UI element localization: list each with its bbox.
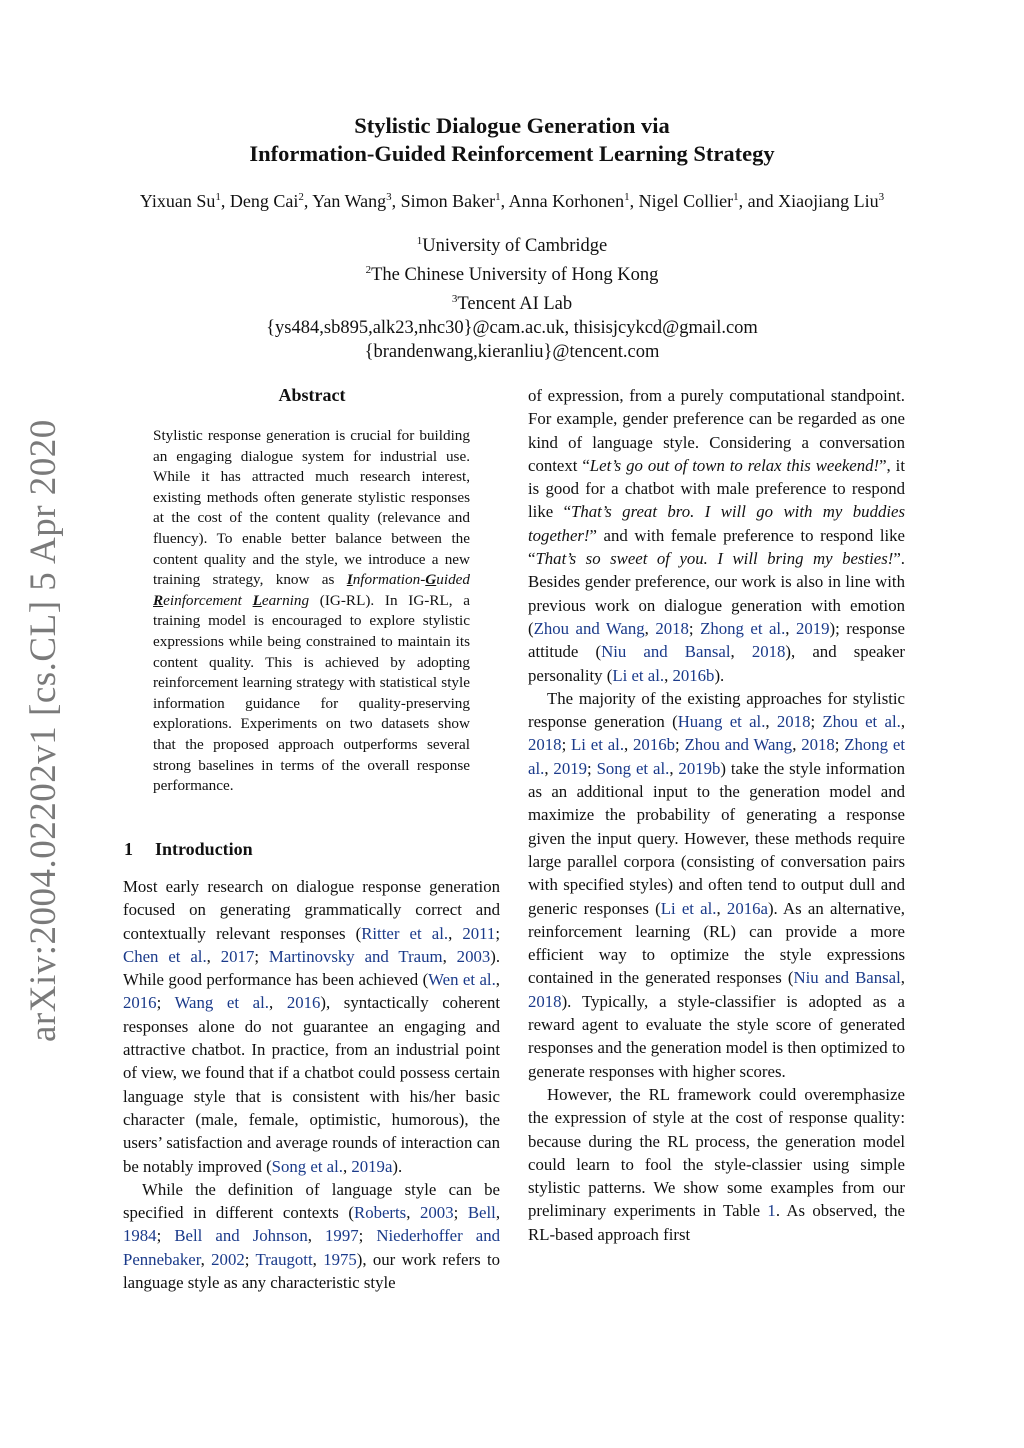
acronym-word [253, 592, 310, 609]
body-text: ; [495, 923, 500, 943]
body-text: , [544, 758, 554, 778]
body-text: , [312, 1249, 324, 1269]
citation-link: 2016b [633, 735, 675, 755]
body-text: , [900, 968, 905, 988]
body-text: ” and with female preference to respond like “ [528, 525, 905, 569]
section-title: Introduction [155, 839, 253, 859]
author-name: Anna Korhonen [508, 191, 625, 211]
citation-link: 2018 [655, 618, 689, 638]
acronym-initial: I [346, 571, 353, 589]
author-name: Yan Wang [312, 191, 387, 211]
affiliation-line [0, 287, 1024, 316]
citation-link: 2016 [286, 993, 321, 1013]
quoted-example: Let’s go out of town to relax this weekend! [589, 455, 880, 475]
body-text: , [664, 665, 673, 685]
body-text: While the definition of language style can be specified in different contexts ( [123, 1179, 500, 1223]
citation-link: 2017 [220, 946, 255, 966]
abstract-body [153, 426, 470, 797]
paper-title [0, 112, 1024, 168]
affiliation-name: Tencent AI Lab [457, 294, 573, 315]
body-text: However, the RL framework could overemphasize the expression of style at the cost of response quality: because during the RL process, the generation model could learn to fool the style-classier using simple stylistic patterns. We show some examples from our preliminary experiments in Table [528, 1084, 905, 1221]
citation-link: Zhou and Wang [684, 735, 793, 755]
affiliation-name: University of Cambridge [422, 236, 608, 257]
body-text: ”. Besides gender preference, our work is also in line with previous work on dialogue generation with emotion ( [528, 549, 905, 638]
citation-link: Li et al. [571, 735, 625, 755]
body-text: ; [156, 993, 175, 1013]
body-text: , [624, 735, 634, 755]
citation-link: Traugott [255, 1249, 313, 1269]
citation-link: Ritter et al. [361, 923, 449, 943]
author-list: Yixuan Su$^1$, Deng Cai$^2$, Yan Wang$^3$, Simon Baker$^1$, Anna Korhonen$^1$, Nigel Collier$^1$, and Xiaojiang Liu$^3$ [139, 191, 885, 211]
body-text: , [765, 712, 777, 732]
citation-link: Bell and Johnson [174, 1226, 308, 1246]
acronym-rest: uided [436, 571, 470, 589]
abstract-heading: Abstract [278, 385, 346, 405]
body-paragraph [123, 1178, 500, 1294]
body-text: , [669, 758, 679, 778]
citation-link: 1975 [323, 1249, 357, 1269]
section-number: 1 [124, 839, 133, 859]
citation-link: 1997 [325, 1226, 359, 1246]
author-name: Simon Baker [400, 191, 496, 211]
body-text: ; [810, 712, 823, 732]
body-text: The majority of the existing approaches for stylistic response generation ( [528, 688, 905, 732]
citation-link: 2016 [123, 993, 157, 1013]
acronym-word [347, 571, 426, 588]
right-column [528, 384, 905, 1246]
affiliation-mark: 2 [365, 264, 372, 277]
body-text: , [206, 946, 221, 966]
body-text: , [442, 946, 457, 966]
affiliation-list [0, 229, 1024, 316]
citation-link: 2018 [801, 735, 835, 755]
body-text: ), our work refers to language style as any characteristic style [123, 1249, 501, 1293]
body-text: , [716, 898, 727, 918]
body-text: , [342, 1156, 352, 1176]
body-paragraph [528, 1083, 905, 1246]
section-heading [124, 837, 253, 861]
body-text: ; [561, 735, 572, 755]
body-paragraph [528, 687, 905, 1083]
email-line-1: {ys484,sb895,alk23,nhc30}@cam.ac.uk, thisisjcykcd@gmail.com [266, 318, 758, 339]
title-line-2: Information-Guided Reinforcement Learning Strategy [249, 141, 775, 166]
author-affiliation-mark: 3 [878, 191, 885, 203]
citation-link: 1984 [123, 1226, 157, 1246]
body-text: , [406, 1203, 421, 1223]
body-text: , [785, 618, 796, 638]
body-text: , [495, 1203, 501, 1223]
citation-link: 2018 [751, 642, 786, 662]
email-line-2: {brandenwang,kieranliu}@tencent.com [364, 342, 660, 363]
body-text: . As observed, the RL-based approach first [528, 1201, 906, 1244]
body-text: ”, it is good for a chatbot with male preference to respond like “ [528, 455, 905, 522]
citation-link: 2019b [678, 758, 721, 778]
citation-link: 1 [767, 1201, 776, 1221]
acronym-initial: L [252, 591, 262, 609]
citation-link: Martinovsky and Traum [268, 946, 443, 966]
citation-link: Wen et al. [428, 970, 496, 990]
body-text: ). While good performance has been achieved ( [123, 946, 501, 990]
acronym-word [425, 571, 470, 588]
left-column [123, 875, 500, 1294]
citation-link: 2018 [528, 735, 562, 755]
citation-link: Bell [467, 1203, 496, 1223]
body-text: ; [358, 1226, 377, 1246]
citation-link: Zhong et al. [528, 735, 905, 778]
body-text: ; [586, 758, 597, 778]
acronym-initial: R [153, 591, 164, 609]
citation-link: 2019 [795, 618, 830, 638]
author-affiliation-mark: 1 [495, 191, 501, 203]
citation-link: Zhong et al. [700, 618, 786, 638]
citation-link: Niu and Bansal [793, 968, 901, 988]
author-affiliation-mark: 3 [386, 191, 392, 203]
acronym-word [153, 592, 242, 609]
affiliation-name: The Chinese University of Hong Kong [371, 265, 659, 286]
citation-link: 2018 [776, 712, 811, 732]
citation-link: Roberts [354, 1203, 407, 1223]
affiliation-mark: 3 [451, 293, 458, 306]
citation-link: Song et al. [271, 1156, 343, 1176]
abstract-text: (IG-RL). In IG-RL, a training model is encouraged to explore stylistic expressions while being constrained to maintain its content quality. This is achieved by adopting reinforcement learning strategy with statistical style information guidance for quality-preserving explorations. Experiments on two datasets show that the proposed approach outperforms several strong baselines in terms of the overall response performance. [153, 591, 470, 795]
author-affiliation-mark: 1 [733, 191, 739, 203]
quoted-example: That’s so sweet of you. I will bring my besties! [535, 549, 894, 569]
author-name: Yixuan Su [139, 191, 216, 211]
acronym-initial: G [425, 571, 437, 589]
citation-link: 2011 [462, 923, 496, 943]
body-text: , [900, 712, 906, 732]
affiliation-mark: 1 [416, 235, 423, 247]
acronym-rest: earning [261, 591, 310, 609]
body-text: , [792, 735, 802, 755]
citation-link: Li et al. [612, 665, 665, 685]
affiliation-line [0, 229, 1024, 258]
citation-link: Zhou and Wang [533, 618, 645, 638]
body-text: ; [156, 1226, 175, 1246]
acronym-rest: einforcement [163, 591, 242, 609]
body-text: , [495, 970, 500, 990]
citation-link: 2002 [211, 1249, 245, 1269]
body-text: ). As an alternative, reinforcement learning (RL) can provide a more efficient way to optimize the style expressions contained in the generated responses ( [528, 898, 905, 988]
citation-link: 2018 [528, 991, 562, 1011]
citation-link: 2016a [726, 898, 768, 918]
body-text: , [730, 642, 752, 662]
body-text: ; [688, 618, 701, 638]
body-text: ). Typically, a style-classifier is adopted as a reward agent to evaluate the style score of generated responses and the generation model is then optimized to generate responses with higher scores. [528, 991, 905, 1081]
author-name: Xiaojiang Liu [778, 191, 879, 211]
title-line-1: Stylistic Dialogue Generation via [354, 113, 670, 138]
body-text: ; [453, 1203, 468, 1223]
citation-link: 2003 [420, 1203, 454, 1223]
quoted-example: That’s great bro. I will go with my buddies together! [528, 502, 905, 545]
body-text: Most early research on dialogue response generation focused on generating grammatically correct and contextually relevant responses ( [123, 877, 500, 943]
author-affiliation-mark: 2 [298, 191, 304, 203]
body-text: , [268, 993, 287, 1013]
citation-link: Niederhoffer and Pennebaker [123, 1226, 501, 1269]
body-text: ; [834, 735, 845, 755]
body-text: , [448, 923, 463, 943]
citation-link: 2003 [456, 946, 491, 966]
citation-link: Huang et al. [677, 712, 766, 732]
body-text: ). [714, 665, 725, 685]
citation-link: Song et al. [596, 758, 670, 778]
arxiv-identifier: arXiv:2004.02202v1 [cs.CL] 5 Apr 2020 [23, 419, 64, 1042]
acronym-rest: nformation- [352, 571, 426, 589]
affiliation-line [0, 258, 1024, 287]
body-text: ), and speaker personality ( [528, 642, 905, 685]
citation-link: 2019a [351, 1156, 393, 1176]
body-text: ; [244, 1249, 256, 1269]
body-text: , [644, 618, 656, 638]
affiliations [0, 229, 1024, 364]
body-text: of expression, from a purely computational standpoint. For example, gender preference can be regarded as one kind of language style. Considering a conversation context “ [528, 386, 905, 475]
body-paragraph [528, 384, 905, 687]
body-text: ; [254, 946, 269, 966]
citation-link: Li et al. [660, 898, 717, 918]
author-affiliation-mark: 1 [215, 191, 221, 203]
citation-link: 2016b [672, 665, 715, 685]
author-name: Nigel Collier [638, 191, 734, 211]
body-text: , [200, 1249, 212, 1269]
body-text: ) take the style information as an additional input to the generation model and maximize the probability of generating a response given the input query. However, these methods require large parallel corpora (consisting of conversation pairs with specified styles) and often tend to output dull and generic responses ( [528, 758, 905, 918]
citation-link: Zhou et al. [822, 712, 901, 732]
abstract-text: Stylistic response generation is crucial for building an engaging dialogue system for industrial use. While it has attracted much research interest, existing methods often generate stylistic responses at the cost of the content quality (relevance and fluency). To enable better balance between the content quality and the style, we introduce a new training strategy, know as [153, 427, 470, 589]
author-name: Deng Cai [229, 191, 299, 211]
author-affiliation-mark: 1 [624, 191, 630, 203]
body-text: ). [392, 1156, 403, 1176]
body-text: ; [674, 735, 685, 755]
citation-link: Niu and Bansal [601, 642, 731, 662]
body-text: ); response attitude ( [528, 618, 905, 662]
body-paragraph [123, 875, 500, 1178]
body-text: , [307, 1226, 326, 1246]
body-text: ), syntactically coherent responses alone do not guarantee an engaging and attractive chatbot. In practice, from an industrial point of view, we found that if a chatbot could possess certain language style that is consistent with his/her basic character (male, female, optimistic, humorous), the users’ satisfaction and average rounds of interaction can be notably improved ( [123, 993, 500, 1176]
citation-link: Wang et al. [174, 993, 269, 1013]
citation-link: Chen et al. [123, 946, 207, 966]
citation-link: 2019 [553, 758, 587, 778]
